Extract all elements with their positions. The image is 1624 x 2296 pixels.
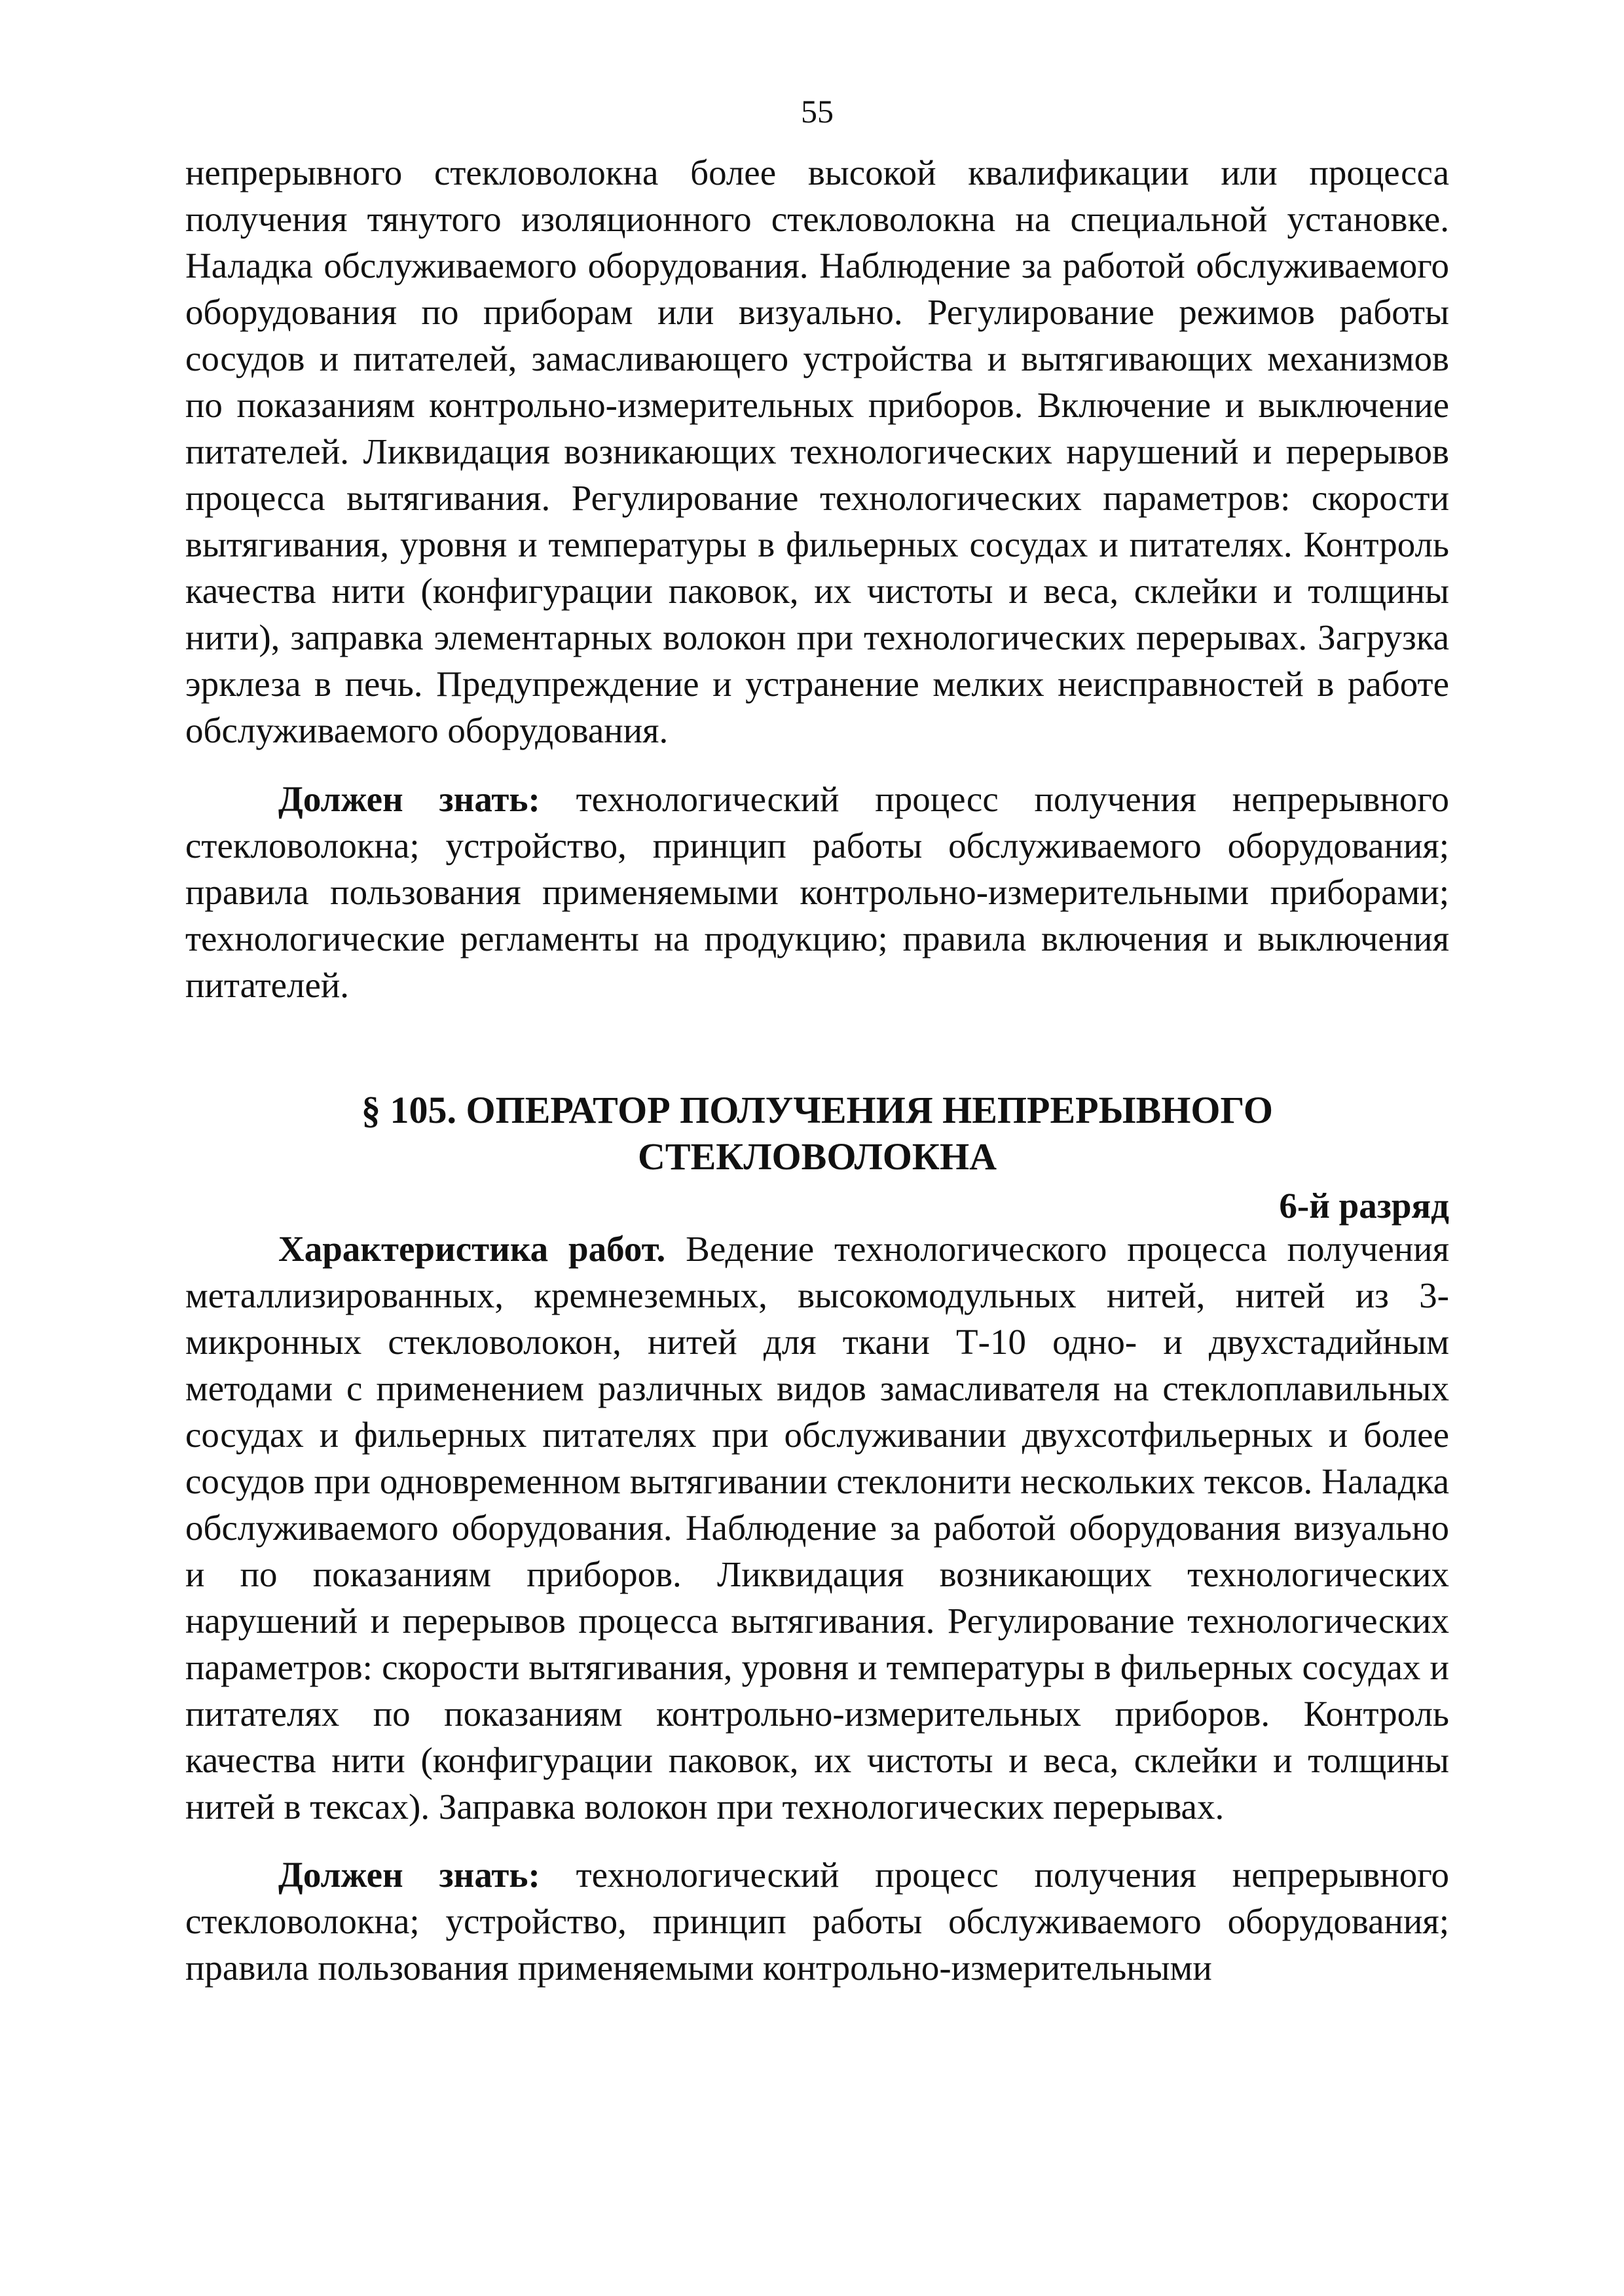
must-know-block-2 [185,1851,1449,1991]
grade-label: 6-й разряд [1279,1186,1449,1226]
must-know-paragraph-2 [185,1851,1449,1991]
characteristics-text: Ведение технологического процесса получения металлизированных, кремнеземных, высокомодульных нитей, нитей из 3-микронных стекловолокон, нитей для ткани Т-10 одно- и двухстадийным методами с применением различных видов замасливателя на стеклоплавильных сосудах и фильерных питателях при обслуживании двухсотфильерных и более сосудов при одновременном вытягивании стеклонити нескольких тексов. Наладка обслуживаемого оборудования. Наблюдение за работой оборудования визуально и по показаниям приборов. Ликвидация возникающих технологических нарушений и перерывов процесса вытягивания. Регулирование технологических параметров: скорости вытягивания, уровня и температуры в фильерных сосудах и питателях по показаниям контрольно-измерительных приборов. Контроль качества нити (конфигурации паковок, их чистоты и веса, склейки и толщины нитей в тексах). Заправка волокон при технологических перерывах. [185,1229,1449,1827]
must-know-label-2: Должен знать: [278,1855,540,1895]
must-know-paragraph-1 [185,776,1449,1008]
characteristics-label: Характеристика работ. [278,1229,666,1269]
document-page [185,0,1449,2296]
must-know-text-2: технологический процесс получения непрерывного стекловолокна; устройство, принцип работы обслуживаемого оборудования; правила пользования применяемыми контрольно-измерительными [185,1855,1449,1988]
must-know-block-1 [185,776,1449,1008]
section-title [185,1087,1449,1180]
continuation-block [185,149,1449,754]
characteristics-paragraph [185,1226,1449,1830]
characteristics-block [185,1226,1449,1830]
section-title-line-1: § 105. ОПЕРАТОР ПОЛУЧЕНИЯ НЕПРЕРЫВНОГО [361,1089,1274,1131]
must-know-label-1: Должен знать: [278,779,540,819]
continuation-paragraph: непрерывного стекловолокна более высокой квалификации или процесса получения тянутого изоляционного стекловолокна на специальной установке. Наладка обслуживаемого оборудования. Наблюдение за работой обслуживаемого оборудования по приборам или визуально. Регулирование режимов работы сосудов и питателей, замасливающего устройства и вытягивающих механизмов по показаниям контрольно-измерительных приборов. Включение и выключение питателей. Ликвидация возникающих технологических нарушений и перерывов процесса вытягивания. Регулирование технологических параметров: скорости вытягивания, уровня и температуры в фильерных сосудах и питателях. Контроль качества нити (конфигурации паковок, их чистоты и веса, склейки и толщины нити), заправка элементарных волокон при технологических перерывах. Загрузка эрклеза в печь. Предупреждение и устранение мелких неисправностей в работе обслуживаемого оборудования. [185,153,1449,750]
section-title-line-2: СТЕКЛОВОЛОКНА [638,1135,997,1178]
page-number: 55 [801,93,834,130]
must-know-text-1: технологический процесс получения непрерывного стекловолокна; устройство, принцип работы обслуживаемого оборудования; правила пользования применяемыми контрольно-измерительными приборами; технологические регламенты на продукцию; правила включения и выключения питателей. [185,779,1449,1005]
